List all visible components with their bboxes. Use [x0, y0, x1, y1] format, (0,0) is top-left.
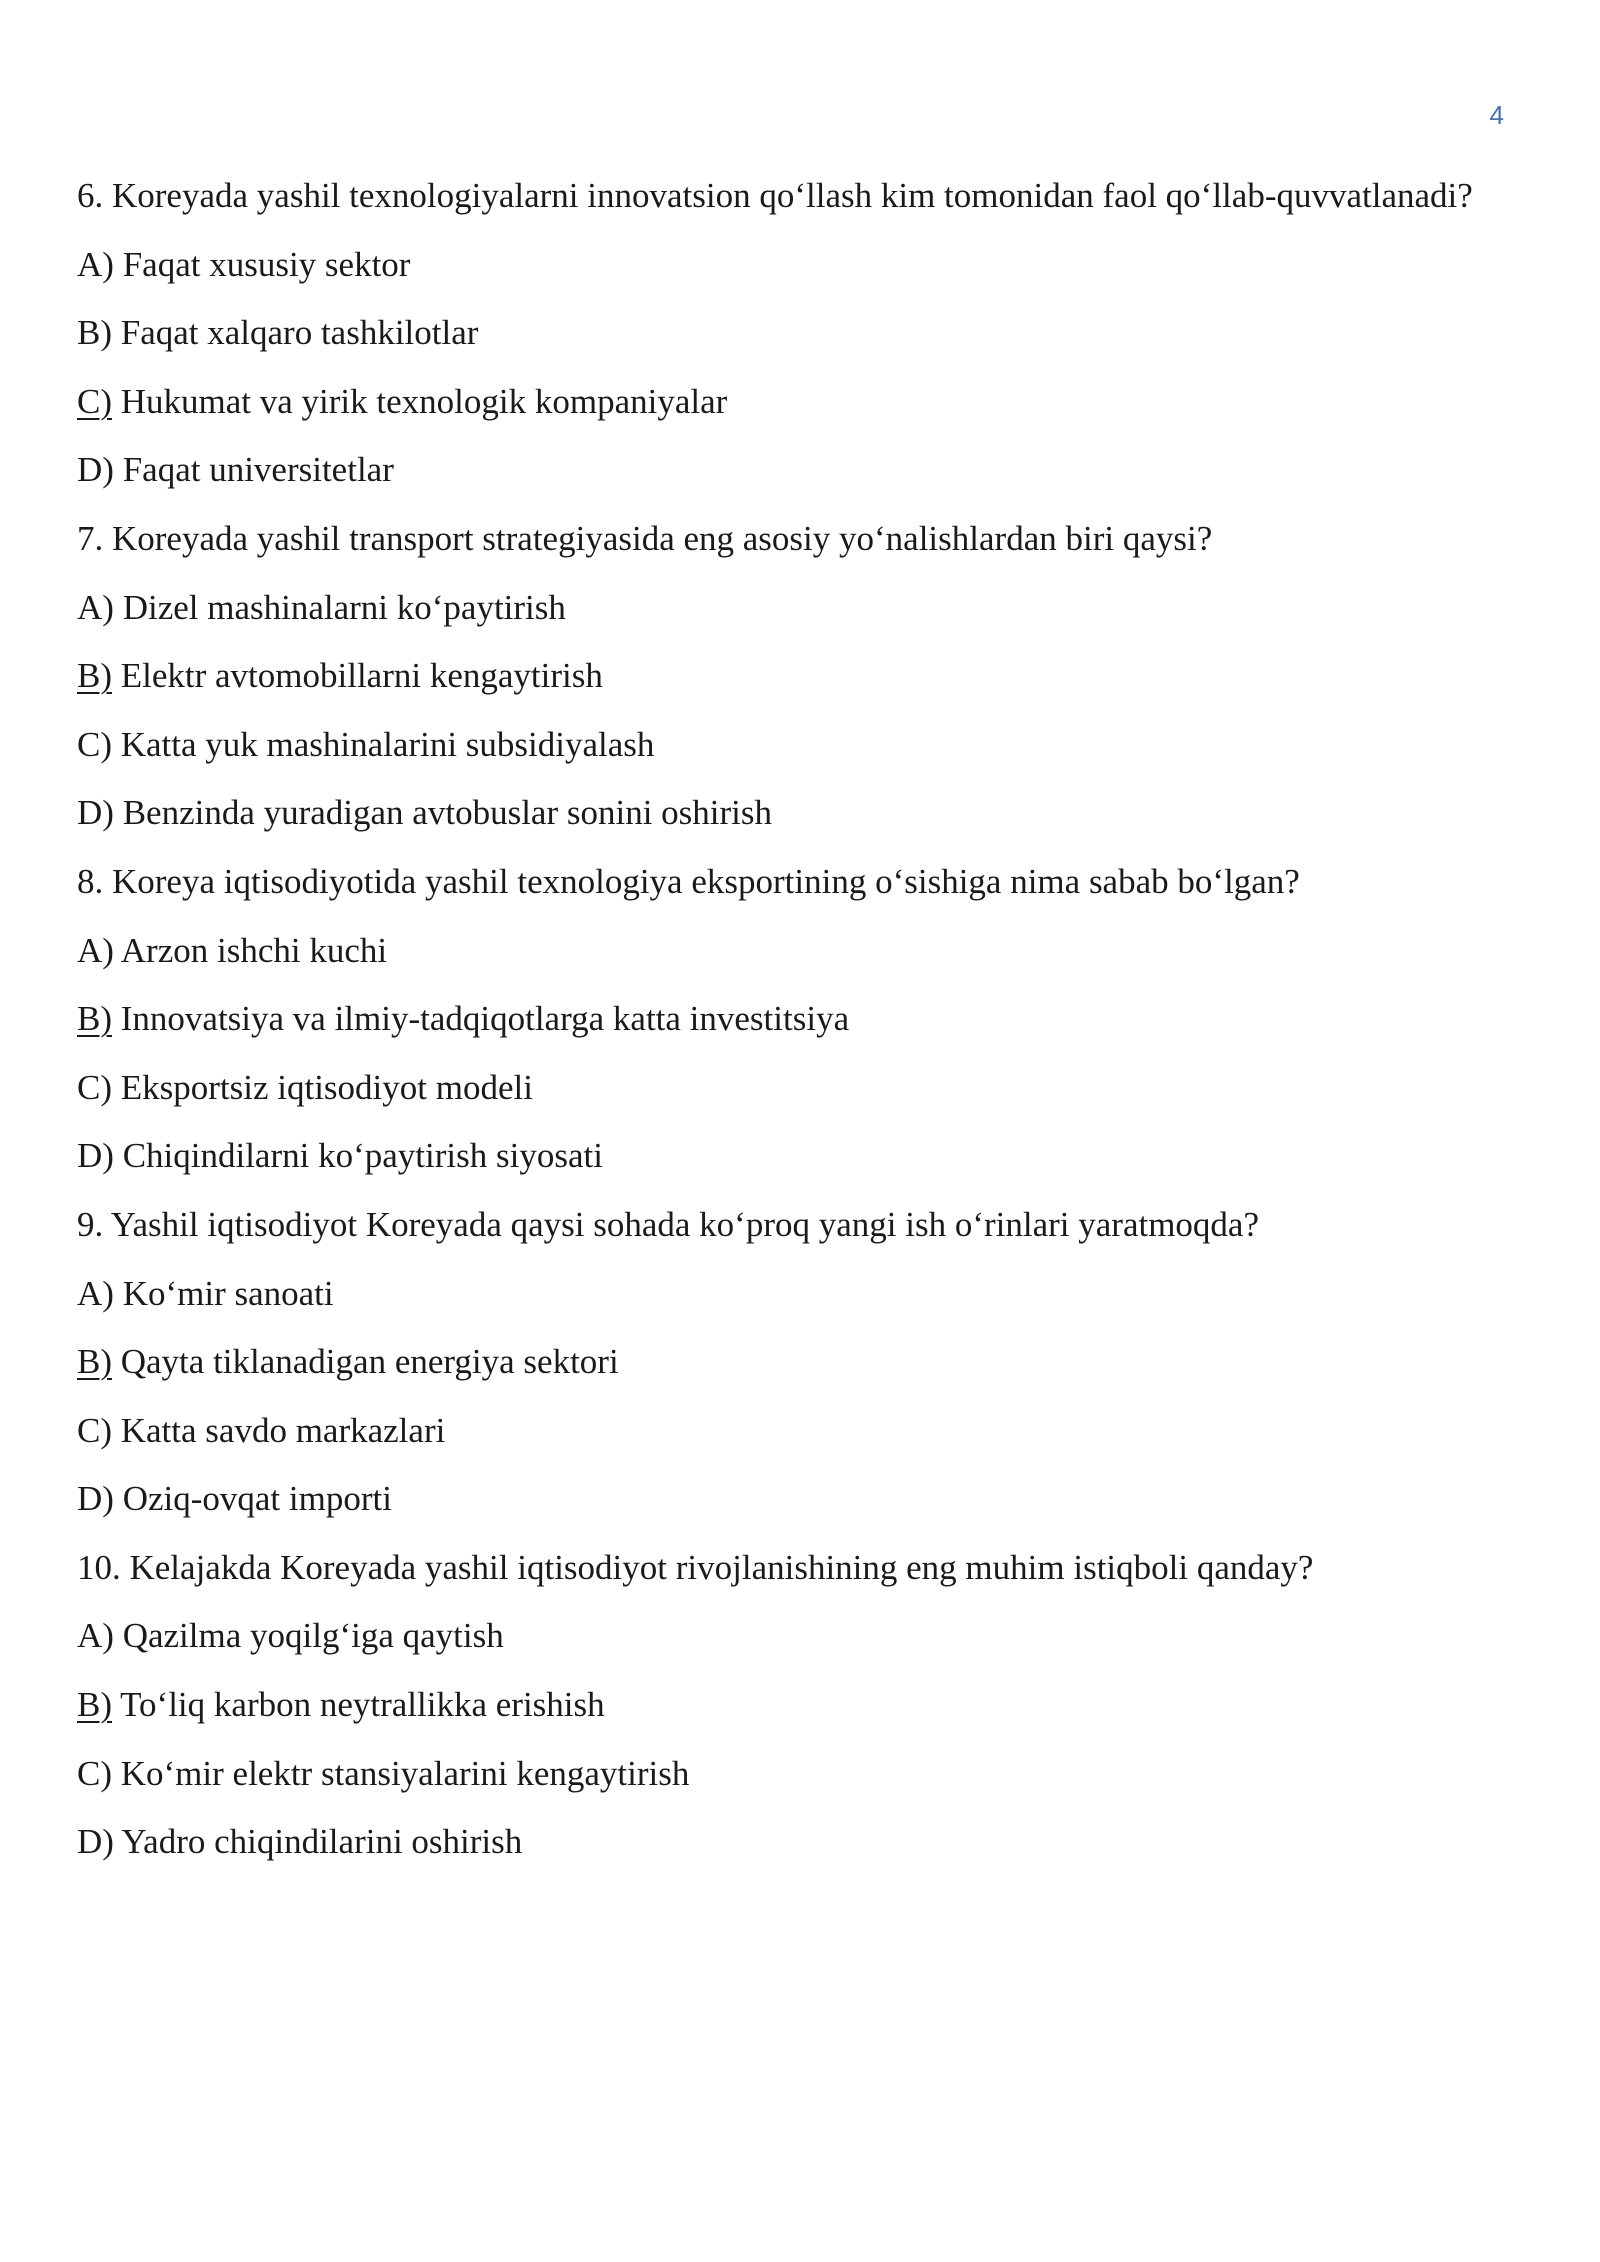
question-6 — [77, 172, 1477, 494]
option-d — [77, 1475, 1477, 1523]
option-letter-correct: C) — [77, 381, 112, 421]
option-text: Innovatsiya va ilmiy-tadqiqotlarga katta investitsiya — [112, 999, 850, 1039]
option-d — [77, 1818, 1477, 1866]
option-text: Benzinda yuradigan avtobuslar sonini oshirish — [113, 793, 773, 833]
option-b — [77, 1681, 1477, 1729]
option-text: Chiqindilarni ko‘paytirish siyosati — [113, 1136, 603, 1176]
option-letter: D) — [77, 1136, 114, 1176]
option-letter-correct: B) — [77, 1342, 112, 1382]
quiz-content — [77, 172, 1477, 1887]
option-b — [77, 309, 1477, 357]
option-c — [77, 1064, 1477, 1112]
option-b — [77, 652, 1477, 700]
option-text: Arzon ishchi kuchi — [113, 930, 388, 970]
option-letter: C) — [77, 1067, 112, 1107]
option-c — [77, 1407, 1477, 1455]
option-a — [77, 584, 1477, 632]
option-text: Faqat universitetlar — [113, 450, 394, 490]
option-b — [77, 1338, 1477, 1386]
option-a — [77, 1270, 1477, 1318]
option-letter: A) — [77, 244, 114, 284]
question-text: 8. Koreya iqtisodiyotida yashil texnologiya eksportining o‘sishiga nima sabab bo‘lgan? — [77, 861, 1300, 901]
question-7 — [77, 515, 1477, 837]
option-letter: D) — [77, 793, 114, 833]
option-letter: D) — [77, 1479, 114, 1519]
option-c — [77, 721, 1477, 769]
option-letter-correct: B) — [77, 656, 112, 696]
option-text: Dizel mashinalarni ko‘paytirish — [113, 587, 566, 627]
option-letter-correct: B) — [77, 1685, 112, 1725]
option-text: Ko‘mir elektr stansiyalarini kengaytirish — [112, 1753, 690, 1793]
option-text: Eksportsiz iqtisodiyot modeli — [112, 1067, 533, 1107]
option-letter: A) — [77, 1273, 114, 1313]
option-a — [77, 927, 1477, 975]
question-9 — [77, 1201, 1477, 1523]
option-text: Hukumat va yirik texnologik kompaniyalar — [112, 381, 728, 421]
option-d — [77, 789, 1477, 837]
option-d — [77, 446, 1477, 494]
question-text: 6. Koreyada yashil texnologiyalarni innovatsion qo‘llash kim tomonidan faol qo‘llab-quvvatlanadi? — [77, 176, 1473, 215]
question-text: 9. Yashil iqtisodiyot Koreyada qaysi sohada ko‘proq yangi ish o‘rinlari yaratmoqda? — [77, 1204, 1260, 1244]
option-letter-correct: B) — [77, 999, 112, 1039]
option-d — [77, 1132, 1477, 1180]
question-text: 7. Koreyada yashil transport strategiyasida eng asosiy yo‘nalishlardan biri qaysi? — [77, 518, 1213, 558]
option-letter: A) — [77, 1616, 114, 1656]
question-8 — [77, 858, 1477, 1180]
option-text: Yadro chiqindilarini oshirish — [113, 1822, 523, 1862]
option-letter: C) — [77, 1410, 112, 1450]
question-10 — [77, 1544, 1477, 1866]
option-text: Qayta tiklanadigan energiya sektori — [112, 1342, 619, 1382]
option-c — [77, 1750, 1477, 1798]
option-letter: D) — [77, 1822, 114, 1862]
option-b — [77, 995, 1477, 1043]
option-text: To‘liq karbon neytrallikka erishish — [112, 1685, 605, 1725]
option-a — [77, 1612, 1477, 1660]
page-number: 4 — [1489, 100, 1504, 130]
option-letter: C) — [77, 724, 112, 764]
option-letter: A) — [77, 930, 114, 970]
option-text: Ko‘mir sanoati — [113, 1273, 334, 1313]
option-text: Katta savdo markazlari — [112, 1410, 446, 1450]
option-letter: C) — [77, 1753, 112, 1793]
option-letter: B) — [77, 313, 112, 353]
option-text: Faqat xususiy sektor — [113, 244, 411, 284]
option-text: Faqat xalqaro tashkilotlar — [112, 313, 479, 353]
question-text: 10. Kelajakda Koreyada yashil iqtisodiyot rivojlanishining eng muhim istiqboli qanday? — [77, 1547, 1314, 1587]
option-text: Katta yuk mashinalarini subsidiyalash — [112, 724, 655, 764]
option-text: Oziq-ovqat importi — [113, 1479, 392, 1519]
option-a — [77, 241, 1477, 289]
option-c — [77, 378, 1477, 426]
option-letter: D) — [77, 450, 114, 490]
option-text: Qazilma yoqilg‘iga qaytish — [113, 1616, 504, 1656]
option-text: Elektr avtomobillarni kengaytirish — [112, 656, 603, 696]
option-letter: A) — [77, 587, 114, 627]
